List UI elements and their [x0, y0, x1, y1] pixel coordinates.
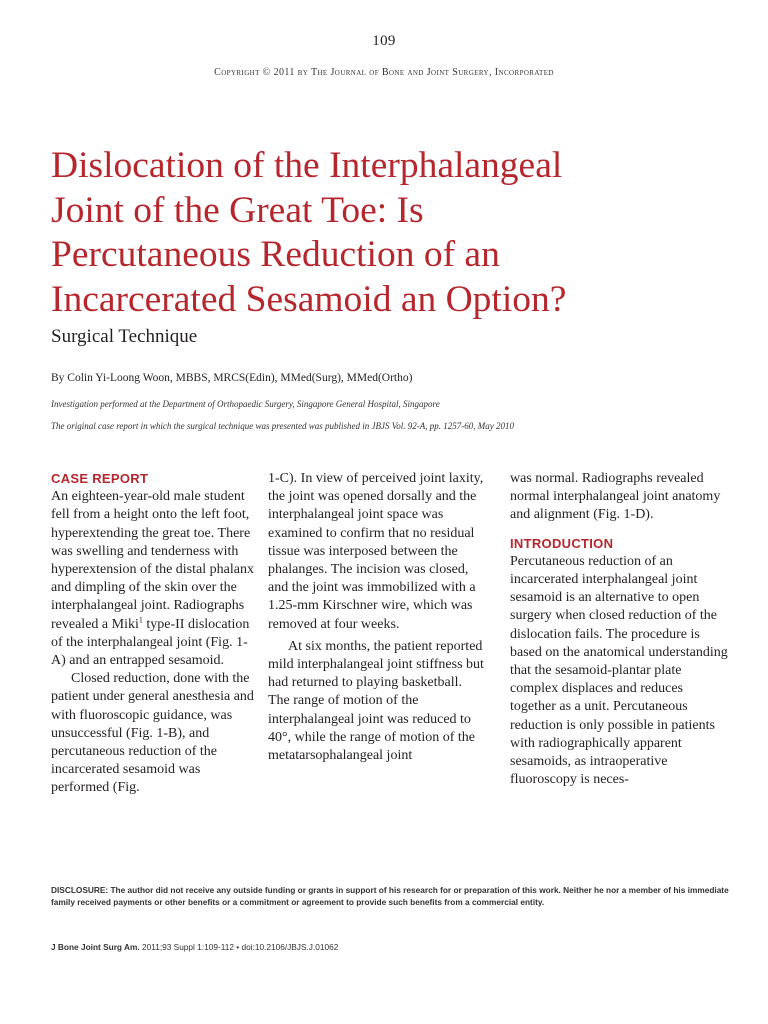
case-report-paragraph-3: At six months, the patient reported mild interphalangeal joint stiffness but had returned to playing basketball. The range of motion of the interphalangeal joint was reduced to 40°, while the range of motion of the metatarsophalangeal joint — [268, 638, 484, 764]
case-report-paragraph-2-cont: 1-C). In view of perceived joint laxity, the joint was opened dorsally and the interphalangeal joint space was examined to confirm that no residual tissue was interposed between the phalanges. The incision was closed, and the joint was immobilized with a 1.25-mm Kirschner wire, which was removed at four weeks. — [268, 471, 484, 632]
disclosure-label: DISCLOSURE: — [51, 885, 109, 895]
page-number: 109 — [372, 33, 396, 49]
original-report-note: The original case report in which the surgical technique was presented was published in JBJS Vol. 92-A, pp. 1257-60, May 2010 — [51, 421, 514, 431]
paragraph-text: An eighteen-year-old male student fell from a height onto the left foot, hyperextending the great toe. There was swelling and tenderness with hyperextension of the distal phalanx and dimpling of the skin over the interphalangeal joint. Radiographs revealed a Miki — [51, 489, 254, 632]
introduction-heading: INTRODUCTION — [510, 535, 614, 551]
citation-footer — [51, 942, 338, 952]
text-column-1 — [51, 470, 257, 798]
title-line: Percutaneous Reduction of an — [51, 234, 500, 275]
institution-note: Investigation performed at the Department of Orthopaedic Surgery, Singapore General Hospital, Singapore — [51, 399, 440, 409]
article-title — [51, 144, 721, 322]
citation-details: 2011;93 Suppl 1:109-112 • doi:10.2106/JBJS.J.01062 — [139, 942, 339, 952]
article-subtitle: Surgical Technique — [51, 326, 198, 347]
introduction-paragraph-1: Percutaneous reduction of an incarcerated interphalangeal joint sesamoid is an alternative to open surgery when closed reduction of the dislocation fails. The procedure is based on the anatomical understanding that the sesamoid-plantar plate complex displaces and reduces together as a unit. Percutaneous reduction is only possible in patients with radiographically apparent sesamoids, as intraoperative fluoroscopy is neces- — [510, 553, 728, 788]
case-report-paragraph-3-cont: was normal. Radiographs revealed normal interphalangeal joint anatomy and alignment (Fig. 1-D). — [510, 471, 721, 523]
case-report-paragraph-1 — [51, 488, 257, 670]
copyright-line: Copyright © 2011 by The Journal of Bone and Joint Surgery, Incorporated — [214, 67, 554, 78]
title-line: Dislocation of the Interphalangeal — [51, 145, 563, 186]
text-column-2 — [268, 470, 486, 765]
text-column-3 — [510, 470, 728, 789]
case-report-heading: CASE REPORT — [51, 471, 149, 486]
title-line: Incarcerated Sesamoid an Option? — [51, 278, 567, 320]
journal-abbreviation: J Bone Joint Surg Am. — [51, 942, 140, 952]
author-byline: By Colin Yi-Loong Woon, MBBS, MRCS(Edin), MMed(Surg), MMed(Ortho) — [51, 372, 413, 384]
paragraph-text: type-II dislocation of the interphalangeal joint (Fig. 1-A) and an entrapped sesamoid. — [51, 616, 250, 669]
disclosure-statement — [51, 884, 731, 908]
case-report-paragraph-2: Closed reduction, done with the patient under general anesthesia and with fluoroscopic guidance, was unsuccessful (Fig. 1-B), and percutaneous reduction of the incarcerated sesamoid was performed (Fig. — [51, 671, 254, 796]
disclosure-text: The author did not receive any outside funding or grants in support of his research for or preparation of this work. Neither he nor a member of his immediate family received payments or other benefits or a commitment or agreement to provide such benefits from a commercial entity. — [51, 885, 729, 907]
reference-superscript: 1 — [138, 614, 143, 624]
title-line: Joint of the Great Toe: Is — [51, 189, 424, 231]
